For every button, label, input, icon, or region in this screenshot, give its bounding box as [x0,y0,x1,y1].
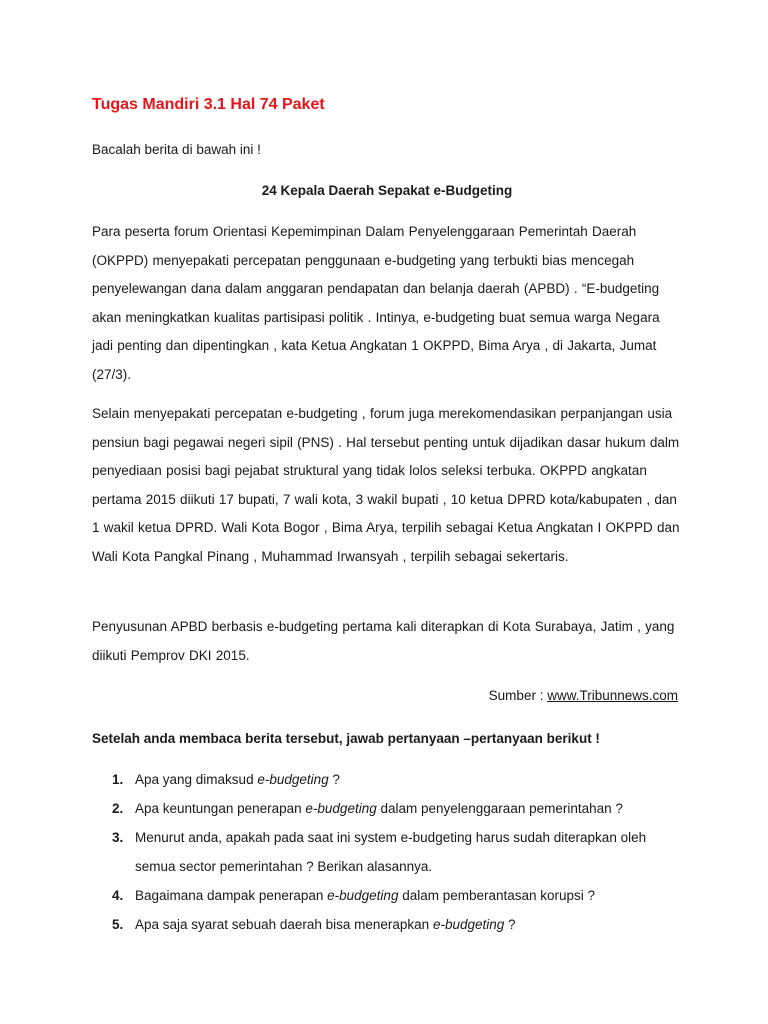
question-item-3 [92,823,682,881]
question-number: 4. [112,888,124,903]
question-item-2 [92,794,682,823]
question-text: Apa yang dimaksud [135,772,258,787]
question-item-1 [92,765,682,794]
question-emphasis: e-budgeting [432,917,505,932]
instruction-text: Setelah anda membaca berita tersebut, jawab pertanyaan –pertanyaan berikut ! [92,731,600,746]
question-number: 3. [112,830,124,845]
question-text-end: ? [328,772,340,787]
question-emphasis: e-budgeting [257,772,329,787]
question-text-end: ? [504,917,516,932]
question-text: Bagaimana dampak penerapan [135,888,328,903]
news-paragraph-3: Penyusunan APBD berbasis e-budgeting pertama kali diterapkan di Kota Surabaya, Jatim , yang diikuti Pemprov DKI 2015. [92,619,675,663]
intro-text: Bacalah berita di bawah ini ! [92,142,261,157]
source-link[interactable]: www.Tribunnews.com [547,688,678,703]
document-title: Tugas Mandiri 3.1 Hal 74 Paket [92,96,325,113]
question-number: 2. [112,801,124,816]
question-number: 5. [112,917,124,932]
news-paragraph-2: Selain menyepakati percepatan e-budgeting , forum juga merekomendasikan perpanjangan usia pensiun bagi pegawai negeri sipil (PNS) . Hal tersebut penting untuk dijadikan dasar hukum dalm penyediaan posisi bagi pejabat struktural yang tidak lolos seleksi terbuka. OKPPD angkatan pertama 2015 diikuti 17 bupati, 7 wali kota, 3 wakil bupati , 10 ketua DPRD kota/kabupaten , dan 1 wakil ketua DPRD. Wali Kota Bogor , Bima Arya, terpilih sebagai Ketua Angkatan I OKPPD dan Wali Kota Pangkal Pinang , Muhammad Irwansyah , terpilih sebagai sekertaris. [92,406,680,564]
question-emphasis: e-budgeting [327,888,399,903]
source-label: Sumber : [488,688,548,703]
question-text-end: dalam penyelenggaraan pemerintahan ? [376,801,623,816]
news-paragraph-1: Para peserta forum Orientasi Kepemimpinan Dalam Penyelenggaraan Pemerintah Daerah (OKPPD) menyepakati percepatan penggunaan e-budgeting yang terbukti bias mencegah penyelewangan dana dalam anggaran pendapatan dan belanja daerah (APBD) . “E-budgeting akan meningkatkan kualitas partisipasi politik . Intinya, e-budgeting buat semua warga Negara jadi penting dan dipentingkan , kata Ketua Angkatan 1 OKPPD, Bima Arya , di Jakarta, Jumat (27/3). [92,224,660,382]
question-item-4 [92,881,682,910]
question-number: 1. [112,772,124,787]
question-text: Menurut anda, apakah pada saat ini system e-budgeting harus sudah diterapkan oleh semua sector pemerintahan ? Berikan alasannya. [135,830,647,874]
question-item-5 [92,910,682,939]
news-headline: 24 Kepala Daerah Sepakat e-Budgeting [261,183,513,198]
question-text: Apa saja syarat sebuah daerah bisa menerapkan [135,917,433,932]
source-line [489,688,678,703]
question-text-end: dalam pemberantasan korupsi ? [398,888,596,903]
question-list [92,765,682,939]
question-emphasis: e-budgeting [305,801,377,816]
question-text: Apa keuntungan penerapan [135,801,306,816]
